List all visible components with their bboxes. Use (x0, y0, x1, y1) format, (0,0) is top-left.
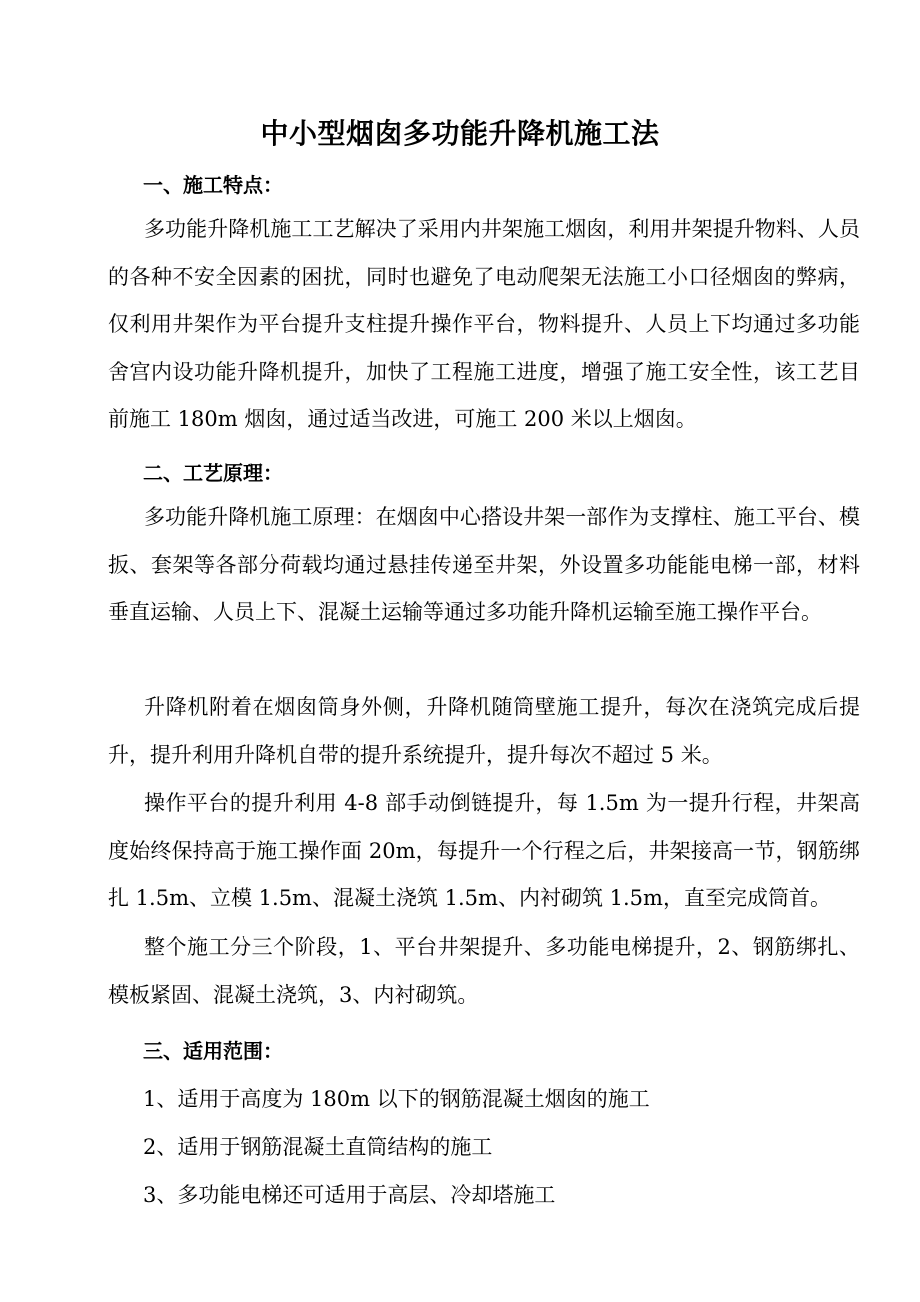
paragraph-features: 多功能升降机施工工艺解决了采用内井架施工烟囱，利用井架提升物料、人员的各种不安全因素的困扰，同时也避免了电动爬架无法施工小口径烟囱的弊病，仅利用井架作为平台提升支柱提升操作平台，物料提升、人员上下均通过多功能舍宫内设功能升降机提升，加快了工程施工进度，增强了施工安全性，该工艺目前施工 180m 烟囱，通过适当改进，可施工 200 米以上烟囱。 (108, 217, 860, 431)
scope-item: 2、适用于钢筋混凝土直筒结构的施工 (143, 1135, 493, 1159)
scope-item: 1、适用于高度为 180m 以下的钢筋混凝土烟囱的施工 (143, 1087, 650, 1111)
paragraph-stages: 整个施工分三个阶段，1、平台井架提升、多功能电梯提升，2、钢筋绑扎、模板紧固、混凝土浇筑，3、内衬砌筑。 (108, 935, 860, 1007)
section-heading-scope: 三、适用范围： (143, 1039, 283, 1063)
document-title: 中小型烟囱多功能升降机施工法 (260, 117, 660, 150)
scope-item: 3、多功能电梯还可适用于高层、冷却塔施工 (143, 1183, 556, 1207)
section-heading-features: 一、施工特点： (143, 173, 283, 197)
paragraph-principle: 多功能升降机施工原理：在烟囱中心搭设井架一部作为支撑柱、施工平台、模扳、套架等各部分荷载均通过悬挂传递至井架，外设置多功能能电梯一部，材料垂直运输、人员上下、混凝土运输等通过多功能升降机运输至施工操作平台。 (108, 505, 860, 624)
section-heading-principle: 二、工艺原理： (143, 461, 283, 485)
paragraph-platform-lifting: 操作平台的提升利用 4-8 部手动倒链提升，每 1.5m 为一提升行程，井架高度始终保持高于施工操作面 20m，每提升一个行程之后，井架接高一节，钢筋绑扎 1.5m、立模 1.5m、混凝土浇筑 1.5m、内衬砌筑 1.5m，直至完成筒首。 (108, 791, 860, 910)
paragraph-elevator: 升降机附着在烟囱筒身外侧，升降机随筒壁施工提升，每次在浇筑完成后提升，提升利用升降机自带的提升系统提升，提升每次不超过 5 米。 (108, 695, 860, 767)
